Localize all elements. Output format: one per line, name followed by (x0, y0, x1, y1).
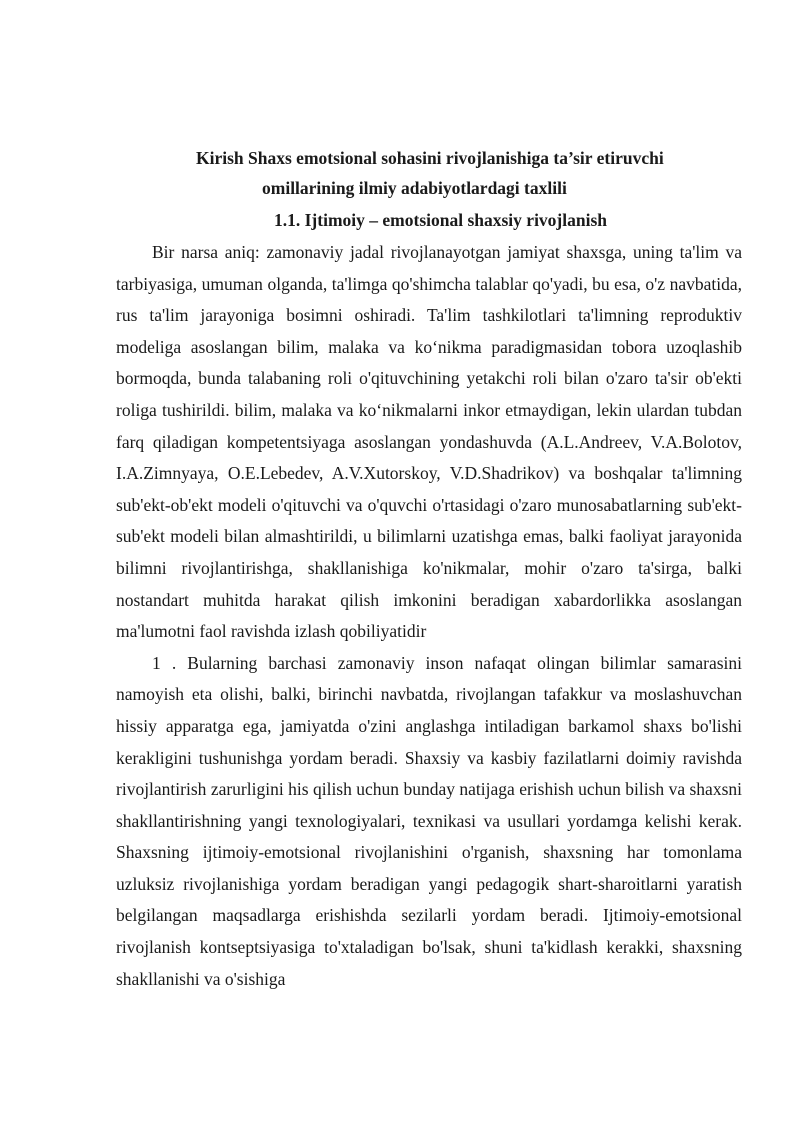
body-text (116, 237, 742, 995)
document-heading: Kirish Shaxs emotsional sohasini rivojlanishiga ta’sir etiruvchi (196, 148, 664, 168)
paragraph: 1 . Bularning barchasi zamonaviy inson nafaqat olingan bilimlar samarasini namoyish eta olishi, balki, birinchi navbatda, rivojlangan tafakkur va moslashuvchan hissiy apparatga ega, jamiyatda o'zini anglashga intiladigan barkamol shaxs bo'lishi kerakligini tushunishga yordam beradi. Shaxsiy va kasbiy fazilatlarni doimiy ravishda rivojlantirish zarurligini his qilish uchun bunday natijaga erishish uchun bilish va shaxsni shakllantirishning yangi texnologiyalari, texnikasi va usullari yordamga kelishi kerak. Shaxsning ijtimoiy-emotsional rivojlanishini o'rganish, shaxsning har tomonlama uzluksiz rivojlanishiga yordam beradigan yangi pedagogik shart-sharoitlarni yaratish belgilangan maqsadlarga erishishda sezilarli yordam beradi. Ijtimoiy-emotsional rivojlanish kontseptsiyasiga to'xtaladigan bo'lsak, shuni ta'kidlash kerakki, shaxsning shakllanishi va o'sishiga (116, 652, 742, 989)
paragraph: Bir narsa aniq: zamonaviy jadal rivojlanayotgan jamiyat shaxsga, uning ta'lim va tarbiyasiga, umuman olganda, ta'limga qo'shimcha talablar qo'yadi, bu esa, o'z navbatida, rus ta'lim jarayoniga bosimni oshiradi. Ta'lim tashkilotlari ta'limning reproduktiv modeliga asoslangan bilim, malaka va ko‘nikma paradigmasidan tobora uzoqlashib bormoqda, bunda talabaning roli o'qituvchining yetakchi roli bilan o'zaro ta'sir ob'ekti roliga tushirildi. bilim, malaka va ko‘nikmalarni inkor etmaydigan, lekin ulardan tubdan farq qiladigan kompetentsiyaga asoslangan yondashuvda (A.L.Andreev, V.A.Bolotov, I.A.Zimnyaya, O.E.Lebedev, A.V.Xutorskoy, V.D.Shadrikov) va boshqalar ta'limning sub'ekt-ob'ekt modeli o'qituvchi va o'quvchi o'rtasidagi o'zaro munosabatlarning sub'ekt-sub'ekt modeli bilan almashtirildi, u bilimlarni uzatishga emas, balki faoliyat jarayonida bilimni rivojlantirishga, shakllanishiga ko'nikmalar, mohir o'zaro ta'sirga, balki nostandart muhitda harakat qilish imkonini beradigan xabardorlikka asoslangan ma'lumotni faol ravishda izlash qobiliyatidir (116, 242, 742, 642)
section-title: 1.1. Ijtimoiy – emotsional shaxsiy rivojlanish (274, 210, 608, 230)
document-heading-continuation: omillarining ilmiy adabiyotlardagi taxlili (262, 178, 567, 198)
